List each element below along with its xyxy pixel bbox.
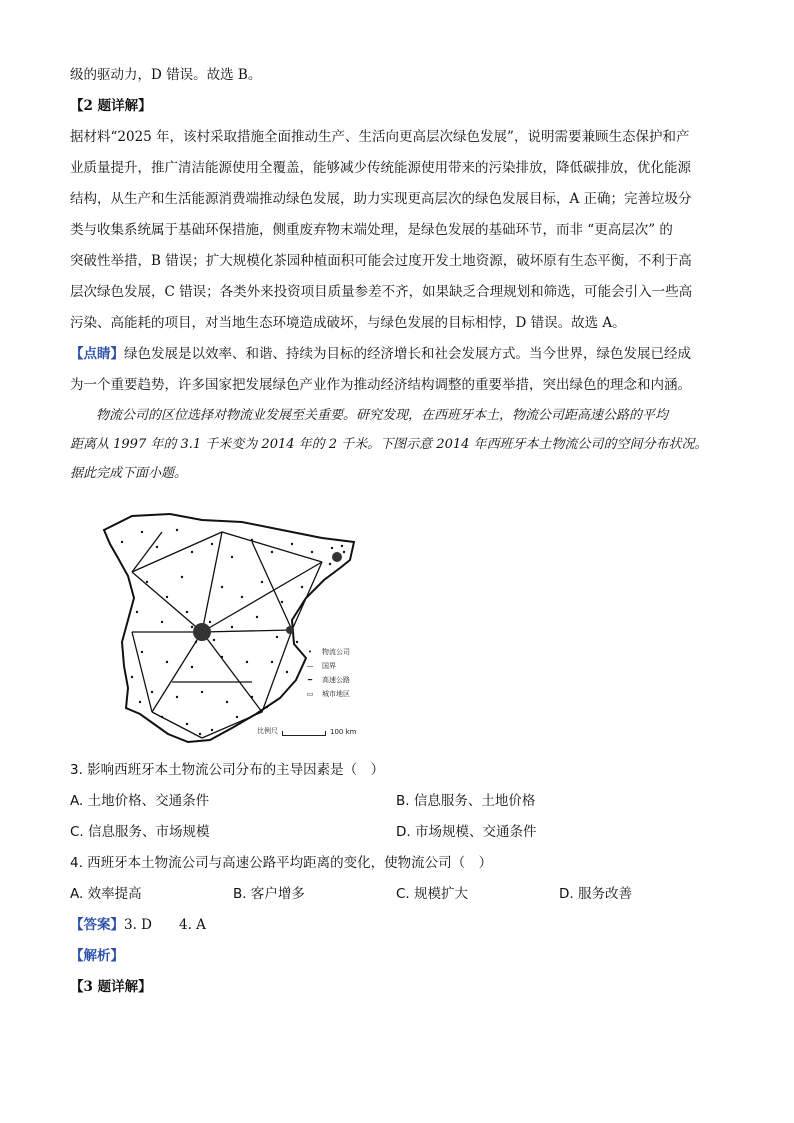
option-c: C. 信息服务、市场规模 [70, 824, 210, 840]
legend-label: 城市地区 [322, 690, 350, 698]
option-b: B. 信息服务、土地价格 [396, 793, 536, 809]
passage-line: 距离从 1997 年的 3.1 千米变为 2014 年的 2 千米。下图示意 2014 年西班牙本土物流公司的空间分布状况。 [70, 437, 708, 452]
text-line: 突破性举措，B 错误；扩大规模化茶园种植面积可能会过度开发土地资源，破坏原有生态平衡，不利于高 [70, 253, 692, 269]
question-4-options [70, 879, 730, 910]
urban-area-valencia [286, 626, 294, 634]
country-outline [104, 514, 357, 742]
map-graphic [92, 502, 392, 747]
passage-line: 据此完成下面小题。 [70, 466, 188, 481]
text-line: 级的驱动力，D 错误。故选 B。 [70, 67, 262, 83]
section-heading: 【2 题详解】 [70, 98, 152, 114]
map-legend [302, 645, 350, 701]
question-3-stem: 3. 影响西班牙本土物流公司分布的主导因素是（ ） [70, 762, 385, 778]
legend-label: 国界 [322, 662, 336, 670]
thick-line-icon: ━ [307, 676, 313, 684]
spain-logistics-map [92, 502, 392, 747]
tip-text-2: 为一个重要趋势，许多国家把发展绿色产业作为推动经济结构调整的重要举措，突出绿色的理念和内涵。 [70, 377, 691, 393]
urban-area-madrid [193, 623, 211, 641]
tip-line [70, 339, 730, 370]
scale-label: 比例尺 [257, 727, 278, 735]
urban-area-icon: ▭ [306, 690, 314, 698]
legend-label: 高速公路 [322, 676, 350, 684]
text-line: 业质量提升，推广清洁能源使用全覆盖，能够减少传统能源使用带来的污染排放，降低碳排放，优化能源 [70, 160, 691, 176]
dot-icon: • [307, 648, 313, 656]
option-a: A. 效率提高 [70, 886, 142, 902]
passage-line: 物流公司的区位选择对物流业发展至关重要。研究发现，在西班牙本土，物流公司距高速公路的平均 [96, 408, 669, 423]
option-b: B. 客户增多 [233, 886, 305, 902]
legend-label: 物流公司 [322, 648, 350, 656]
legend-item [302, 645, 350, 659]
tip-label: 【点睛】 [70, 346, 124, 362]
question-3-options-row-2 [70, 817, 730, 848]
scale-value: 100 km [330, 728, 357, 736]
urban-area-barcelona [332, 552, 342, 562]
text-line: 层次绿色发展，C 错误；各类外来投资项目质量参差不齐，如果缺乏合理规划和筛选，可能会引入一些高 [70, 284, 693, 300]
tip-text: 绿色发展是以效率、和谐、持续为目标的经济增长和社会发展方式。当今世界，绿色发展已经成 [124, 346, 691, 362]
answer-text: 3. D 4. A [124, 917, 206, 933]
scale-bar [282, 731, 326, 736]
legend-item [302, 659, 350, 673]
option-d: D. 服务改善 [559, 886, 632, 902]
legend-item [302, 687, 350, 701]
detail-3-label: 【3 题详解】 [70, 979, 152, 995]
option-c: C. 规模扩大 [396, 886, 469, 902]
question-3-options-row-1 [70, 786, 730, 817]
thin-line-icon: — [306, 662, 314, 670]
text-line: 据材料“2025 年，该村采取措施全面推动生产、生活向更高层次绿色发展”，说明需要兼顾生态保护和产 [70, 129, 690, 145]
answer-line [70, 910, 730, 941]
analysis-label: 【解析】 [70, 948, 124, 964]
option-d: D. 市场规模、交通条件 [396, 824, 537, 840]
answer-label: 【答案】 [70, 917, 124, 933]
option-a: A. 土地价格、交通条件 [70, 793, 210, 809]
text-line: 类与收集系统属于基础环保措施，侧重废弃物末端处理，是绿色发展的基础环节，而非 “更高层次” 的 [70, 222, 673, 238]
question-4-stem: 4. 西班牙本土物流公司与高速公路平均距离的变化，使物流公司（ ） [70, 855, 493, 871]
document-page [70, 60, 730, 1003]
text-line: 结构，从生产和生活能源消费端推动绿色发展，助力实现更高层次的绿色发展目标，A 正确；完善垃圾分 [70, 191, 692, 207]
text-line: 污染、高能耗的项目，对当地生态环境造成破坏，与绿色发展的目标相悖，D 错误。故选 A。 [70, 315, 626, 331]
legend-item [302, 673, 350, 687]
map-scale [257, 726, 356, 736]
